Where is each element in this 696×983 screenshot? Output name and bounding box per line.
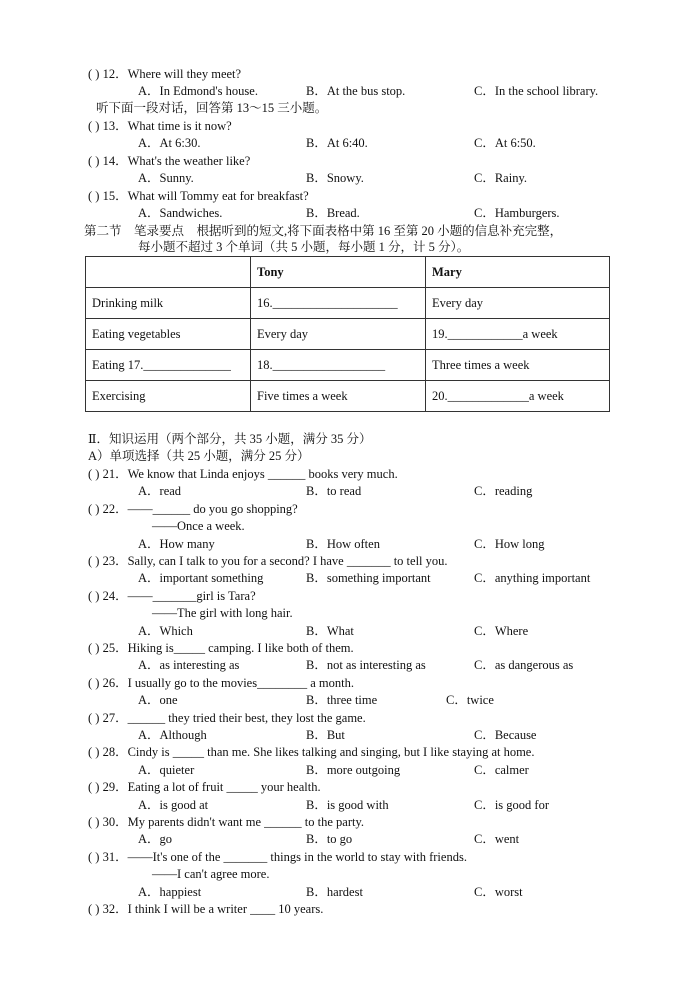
question-stem: Cindy is _____ than me. She likes talking and singing, but I like staying at home. [127, 745, 535, 759]
question-number: ( ) 31． [88, 850, 128, 864]
option-c[interactable]: C．is good for [474, 798, 550, 812]
option-b[interactable]: B．not as interesting as [306, 658, 426, 672]
table-row [86, 319, 610, 350]
question-stem: What time is it now? [127, 119, 232, 133]
table-cell: Every day [426, 288, 610, 319]
option-c[interactable]: C．At 6:50. [474, 136, 536, 150]
option-b[interactable]: B．three time [306, 693, 378, 707]
option-a[interactable]: A．How many [138, 537, 215, 551]
table-header-tony: Tony [251, 257, 426, 288]
question-stem: I usually go to the movies________ a month. [127, 676, 354, 690]
option-c[interactable]: C．worst [474, 885, 523, 899]
question-stem: What's the weather like? [127, 154, 251, 168]
answer-blank-17[interactable]: Eating 17.______________ [86, 350, 251, 381]
table-cell: Eating vegetables [86, 319, 251, 350]
option-a[interactable]: A．At 6:30. [138, 136, 201, 150]
question-number: ( ) 22． [88, 502, 128, 516]
table-cell: Every day [251, 319, 426, 350]
option-c[interactable]: C．reading [474, 484, 533, 498]
option-b[interactable]: B．But [306, 728, 345, 742]
question-stem: I think I will be a writer ____ 10 years. [127, 902, 324, 916]
part2-subtitle: A）单项选择（共 25 小题，满分 25 分） [88, 449, 310, 463]
option-b[interactable]: B．is good with [306, 798, 389, 812]
option-b[interactable]: B．something important [306, 571, 431, 585]
option-b[interactable]: B．Bread. [306, 206, 360, 220]
table-header-row [86, 257, 610, 288]
option-a[interactable]: A．is good at [138, 798, 209, 812]
question-stem: What will Tommy eat for breakfast? [127, 189, 309, 203]
option-c[interactable]: C．Where [474, 624, 529, 638]
option-b[interactable]: B．Snowy. [306, 171, 364, 185]
option-c[interactable]: C．calmer [474, 763, 529, 777]
option-a[interactable]: A．important something [138, 571, 264, 585]
table-cell: Five times a week [251, 381, 426, 412]
answer-blank-19[interactable]: 19.____________a week [426, 319, 610, 350]
question-number: ( ) 13． [88, 119, 128, 133]
table-header-mary: Mary [426, 257, 610, 288]
question-12 [88, 66, 241, 82]
option-b[interactable]: B．to go [306, 832, 353, 846]
option-c[interactable]: C．How long [474, 537, 545, 551]
question-number: ( ) 12． [88, 67, 128, 81]
question-stem: Where will they meet? [127, 67, 242, 81]
question-22 [88, 501, 298, 517]
option-c[interactable]: C．went [474, 832, 520, 846]
option-a[interactable]: A．Which [138, 624, 193, 638]
question-number: ( ) 24． [88, 589, 128, 603]
notes-table [85, 256, 610, 412]
question-stem: My parents didn't want me ______ to the party. [127, 815, 365, 829]
question-stem: ——______ do you go shopping? [127, 502, 298, 516]
option-c[interactable]: C．as dangerous as [474, 658, 574, 672]
question-23 [88, 553, 448, 569]
answer-blank-20[interactable]: 20._____________a week [426, 381, 610, 412]
question-number: ( ) 21． [88, 467, 128, 481]
question-number: ( ) 25． [88, 641, 128, 655]
question-number: ( ) 32． [88, 902, 128, 916]
question-number: ( ) 15． [88, 189, 128, 203]
question-stem: ——_______girl is Tara? [127, 589, 256, 603]
option-c[interactable]: C．Hamburgers. [474, 206, 560, 220]
question-29 [88, 779, 321, 795]
question-number: ( ) 26． [88, 676, 128, 690]
table-cell: Three times a week [426, 350, 610, 381]
question-25 [88, 640, 354, 656]
option-a[interactable]: A．In Edmond's house. [138, 84, 258, 98]
option-c[interactable]: C．Because [474, 728, 537, 742]
table-row [86, 350, 610, 381]
question-28 [88, 744, 534, 760]
table-row [86, 288, 610, 319]
question-13 [88, 118, 232, 134]
option-b[interactable]: B．At the bus stop. [306, 84, 406, 98]
question-number: ( ) 14． [88, 154, 128, 168]
question-stem: We know that Linda enjoys ______ books very much. [127, 467, 398, 481]
option-a[interactable]: A．Although [138, 728, 207, 742]
option-c[interactable]: C．Rainy. [474, 171, 528, 185]
option-b[interactable]: B．to read [306, 484, 362, 498]
option-a[interactable]: A．one [138, 693, 178, 707]
option-a[interactable]: A．happiest [138, 885, 202, 899]
table-cell [86, 257, 251, 288]
question-14 [88, 153, 250, 169]
option-b[interactable]: B．hardest [306, 885, 363, 899]
question-stem: Hiking is_____ camping. I like both of them. [127, 641, 354, 655]
question-27 [88, 710, 366, 726]
option-c[interactable]: C．twice [446, 693, 494, 707]
table-row [86, 381, 610, 412]
question-stem: Eating a lot of fruit _____ your health. [127, 780, 321, 794]
question-26 [88, 675, 354, 691]
question-31 [88, 849, 467, 865]
question-number: ( ) 23． [88, 554, 128, 568]
answer-blank-18[interactable]: 18.__________________ [251, 350, 426, 381]
question-number: ( ) 27． [88, 711, 128, 725]
question-number: ( ) 30． [88, 815, 128, 829]
listening-instruction: 听下面一段对话，回答第 13～15 三小题。 [96, 101, 328, 115]
option-a[interactable]: A．quieter [138, 763, 195, 777]
option-b[interactable]: B．What [306, 624, 354, 638]
question-15 [88, 188, 309, 204]
option-b[interactable]: B．At 6:40. [306, 136, 368, 150]
answer-blank-16[interactable]: 16.____________________ [251, 288, 426, 319]
question-21 [88, 466, 398, 482]
question-24 [88, 588, 256, 604]
question-30 [88, 814, 364, 830]
question-stem: Sally, can I talk to you for a second? I have _______ to tell you. [127, 554, 448, 568]
dialogue-reply: ——Once a week. [152, 519, 245, 533]
dialogue-reply: ——The girl with long hair. [152, 606, 293, 620]
question-number: ( ) 29． [88, 780, 128, 794]
option-c[interactable]: C．anything important [474, 571, 591, 585]
dialogue-reply: ——I can't agree more. [152, 867, 270, 881]
option-a[interactable]: A．read [138, 484, 182, 498]
option-b[interactable]: B．more outgoing [306, 763, 401, 777]
section2-instruction: 第二节 笔录要点 根据听到的短文,将下面表格中第 16 至第 20 小题的信息补充完整， [84, 224, 563, 238]
section2-instruction-cont: 每小题不超过 3 个单词（共 5 小题，每小题 1 分，计 5 分）。 [138, 240, 470, 254]
option-a[interactable]: A．go [138, 832, 173, 846]
question-number: ( ) 28． [88, 745, 128, 759]
question-32 [88, 901, 323, 917]
option-a[interactable]: A．Sunny. [138, 171, 194, 185]
question-stem: ——It's one of the _______ things in the world to stay with friends. [127, 850, 467, 864]
part2-title: Ⅱ．知识运用（两个部分，共 35 小题，满分 35 分） [88, 432, 372, 446]
table-cell: Drinking milk [86, 288, 251, 319]
table-cell: Exercising [86, 381, 251, 412]
option-a[interactable]: A．Sandwiches. [138, 206, 223, 220]
option-b[interactable]: B．How often [306, 537, 380, 551]
option-c[interactable]: C．In the school library. [474, 84, 599, 98]
question-stem: ______ they tried their best, they lost the game. [127, 711, 366, 725]
option-a[interactable]: A．as interesting as [138, 658, 240, 672]
